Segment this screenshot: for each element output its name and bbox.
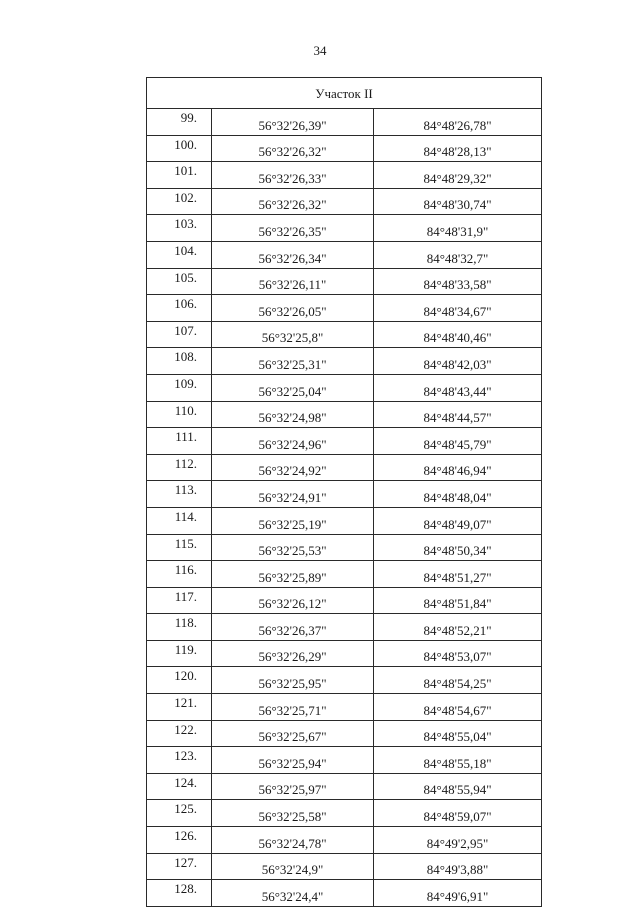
section-header-row <box>147 78 542 109</box>
longitude-cell: 84°48'52,21" <box>374 614 542 641</box>
longitude-cell: 84°48'30,74" <box>374 188 542 215</box>
point-number: 123. <box>147 747 212 774</box>
latitude-cell: 56°32'26,29" <box>212 640 374 667</box>
table-row <box>147 374 542 401</box>
longitude-cell: 84°49'6,91" <box>374 880 542 907</box>
latitude-cell: 56°32'26,11" <box>212 268 374 295</box>
longitude-cell: 84°48'40,46" <box>374 321 542 348</box>
longitude-cell: 84°48'59,07" <box>374 800 542 827</box>
latitude-cell: 56°32'24,98" <box>212 401 374 428</box>
table-row <box>147 561 542 588</box>
longitude-cell: 84°48'55,18" <box>374 747 542 774</box>
point-number: 114. <box>147 507 212 534</box>
point-number: 101. <box>147 162 212 189</box>
page-number: 34 <box>313 43 327 58</box>
latitude-cell: 56°32'25,04" <box>212 374 374 401</box>
longitude-cell: 84°48'28,13" <box>374 135 542 162</box>
point-number: 124. <box>147 773 212 800</box>
latitude-cell: 56°32'25,19" <box>212 507 374 534</box>
longitude-cell: 84°48'46,94" <box>374 454 542 481</box>
point-number: 116. <box>147 561 212 588</box>
latitude-cell: 56°32'24,9" <box>212 853 374 880</box>
point-number: 109. <box>147 374 212 401</box>
longitude-cell: 84°48'42,03" <box>374 348 542 375</box>
table-row <box>147 162 542 189</box>
table-row <box>147 215 542 242</box>
table-row <box>147 880 542 907</box>
table-row <box>147 694 542 721</box>
table-row <box>147 773 542 800</box>
longitude-cell: 84°48'54,25" <box>374 667 542 694</box>
coordinates-table <box>146 77 542 907</box>
longitude-cell: 84°48'55,94" <box>374 773 542 800</box>
longitude-cell: 84°48'26,78" <box>374 109 542 136</box>
point-number: 126. <box>147 827 212 854</box>
table-row <box>147 827 542 854</box>
table-row <box>147 268 542 295</box>
table-row <box>147 241 542 268</box>
point-number: 110. <box>147 401 212 428</box>
latitude-cell: 56°32'26,37" <box>212 614 374 641</box>
latitude-cell: 56°32'25,89" <box>212 561 374 588</box>
table-row <box>147 454 542 481</box>
table-row <box>147 720 542 747</box>
latitude-cell: 56°32'26,12" <box>212 587 374 614</box>
point-number: 122. <box>147 720 212 747</box>
coordinates-table-body <box>147 78 542 907</box>
latitude-cell: 56°32'26,39" <box>212 109 374 136</box>
table-row <box>147 800 542 827</box>
latitude-cell: 56°32'24,91" <box>212 481 374 508</box>
point-number: 99. <box>147 109 212 136</box>
longitude-cell: 84°48'34,67" <box>374 295 542 322</box>
point-number: 105. <box>147 268 212 295</box>
longitude-cell: 84°49'3,88" <box>374 853 542 880</box>
table-row <box>147 667 542 694</box>
table-row <box>147 640 542 667</box>
latitude-cell: 56°32'25,97" <box>212 773 374 800</box>
longitude-cell: 84°48'33,58" <box>374 268 542 295</box>
point-number: 125. <box>147 800 212 827</box>
table-row <box>147 481 542 508</box>
section-title: Участок II <box>147 78 542 109</box>
table-row <box>147 534 542 561</box>
latitude-cell: 56°32'25,94" <box>212 747 374 774</box>
point-number: 111. <box>147 428 212 455</box>
point-number: 118. <box>147 614 212 641</box>
longitude-cell: 84°48'45,79" <box>374 428 542 455</box>
longitude-cell: 84°48'31,9" <box>374 215 542 242</box>
latitude-cell: 56°32'25,53" <box>212 534 374 561</box>
point-number: 108. <box>147 348 212 375</box>
longitude-cell: 84°49'2,95" <box>374 827 542 854</box>
latitude-cell: 56°32'25,8" <box>212 321 374 348</box>
table-row <box>147 401 542 428</box>
point-number: 112. <box>147 454 212 481</box>
point-number: 117. <box>147 587 212 614</box>
point-number: 104. <box>147 241 212 268</box>
table-row <box>147 321 542 348</box>
latitude-cell: 56°32'26,35" <box>212 215 374 242</box>
longitude-cell: 84°48'54,67" <box>374 694 542 721</box>
point-number: 113. <box>147 481 212 508</box>
latitude-cell: 56°32'26,34" <box>212 241 374 268</box>
longitude-cell: 84°48'29,32" <box>374 162 542 189</box>
latitude-cell: 56°32'25,67" <box>212 720 374 747</box>
latitude-cell: 56°32'25,95" <box>212 667 374 694</box>
point-number: 127. <box>147 853 212 880</box>
longitude-cell: 84°48'51,84" <box>374 587 542 614</box>
longitude-cell: 84°48'32,7" <box>374 241 542 268</box>
longitude-cell: 84°48'55,04" <box>374 720 542 747</box>
point-number: 103. <box>147 215 212 242</box>
longitude-cell: 84°48'49,07" <box>374 507 542 534</box>
point-number: 128. <box>147 880 212 907</box>
point-number: 100. <box>147 135 212 162</box>
longitude-cell: 84°48'50,34" <box>374 534 542 561</box>
longitude-cell: 84°48'51,27" <box>374 561 542 588</box>
table-row <box>147 348 542 375</box>
table-row <box>147 507 542 534</box>
table-row <box>147 295 542 322</box>
latitude-cell: 56°32'26,05" <box>212 295 374 322</box>
point-number: 120. <box>147 667 212 694</box>
table-row <box>147 109 542 136</box>
longitude-cell: 84°48'43,44" <box>374 374 542 401</box>
point-number: 106. <box>147 295 212 322</box>
longitude-cell: 84°48'48,04" <box>374 481 542 508</box>
latitude-cell: 56°32'24,92" <box>212 454 374 481</box>
table-row <box>147 587 542 614</box>
table-row <box>147 747 542 774</box>
point-number: 107. <box>147 321 212 348</box>
table-row <box>147 428 542 455</box>
latitude-cell: 56°32'24,4" <box>212 880 374 907</box>
latitude-cell: 56°32'26,32" <box>212 188 374 215</box>
point-number: 119. <box>147 640 212 667</box>
latitude-cell: 56°32'24,96" <box>212 428 374 455</box>
point-number: 102. <box>147 188 212 215</box>
latitude-cell: 56°32'25,58" <box>212 800 374 827</box>
table-row <box>147 853 542 880</box>
latitude-cell: 56°32'26,33" <box>212 162 374 189</box>
table-row <box>147 188 542 215</box>
latitude-cell: 56°32'26,32" <box>212 135 374 162</box>
point-number: 115. <box>147 534 212 561</box>
point-number: 121. <box>147 694 212 721</box>
table-row <box>147 135 542 162</box>
latitude-cell: 56°32'25,31" <box>212 348 374 375</box>
table-row <box>147 614 542 641</box>
latitude-cell: 56°32'24,78" <box>212 827 374 854</box>
longitude-cell: 84°48'53,07" <box>374 640 542 667</box>
longitude-cell: 84°48'44,57" <box>374 401 542 428</box>
latitude-cell: 56°32'25,71" <box>212 694 374 721</box>
